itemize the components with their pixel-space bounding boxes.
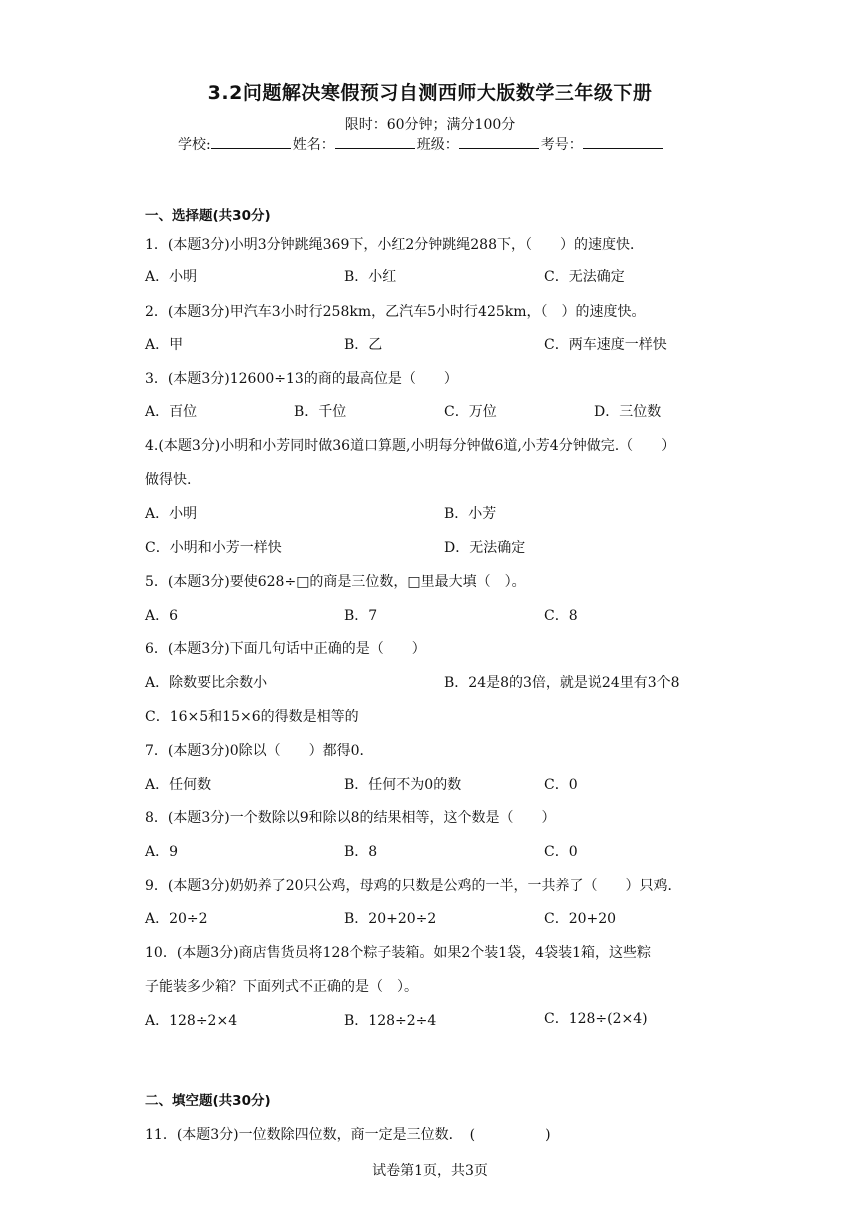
option-6a[interactable]: A．除数要比余数小 bbox=[145, 675, 268, 691]
question-4-continued: 做得快. bbox=[145, 472, 192, 488]
option-7c[interactable]: C．0 bbox=[544, 777, 578, 793]
question-9: 9．(本题3分)奶奶养了20只公鸡，母鸡的只数是公鸡的一半，一共养了（ ）只鸡． bbox=[145, 878, 682, 894]
option-3b[interactable]: B．千位 bbox=[294, 404, 347, 420]
option-7a[interactable]: A．任何数 bbox=[145, 777, 212, 793]
option-9c[interactable]: C．20+20 bbox=[544, 911, 617, 927]
question-2: 2．(本题3分)甲汽车3小时行258km，乙汽车5小时行425km，（ ）的速度快。 bbox=[145, 304, 646, 320]
option-4d[interactable]: D．无法确定 bbox=[444, 540, 526, 556]
option-8c[interactable]: C．0 bbox=[544, 844, 578, 860]
option-2c[interactable]: C．两车速度一样快 bbox=[544, 337, 667, 353]
question-10: 10．(本题3分)商店售货员将128个粽子装箱。如果2个装1袋，4袋装1箱，这些粽 bbox=[145, 945, 651, 961]
option-6b[interactable]: B．24是8的3倍，就是说24里有3个8 bbox=[444, 675, 680, 691]
exam-number-label: 考号： bbox=[540, 137, 583, 153]
option-10c[interactable]: C．128÷(2×4) bbox=[544, 1011, 648, 1027]
question-5: 5．(本题3分)要使628÷□的商是三位数，□里最大填（ ）。 bbox=[145, 574, 526, 590]
page-footer: 试卷第1页，共3页 bbox=[372, 1163, 488, 1179]
option-9a[interactable]: A．20÷2 bbox=[145, 911, 208, 927]
exam-number-blank[interactable] bbox=[583, 135, 663, 149]
question-11: 11．(本题3分)一位数除四位数，商一定是三位数． ( ) bbox=[145, 1127, 551, 1143]
school-label: 学校: bbox=[178, 137, 211, 153]
question-3: 3．(本题3分)12600÷13的商的最高位是（ ） bbox=[145, 371, 458, 387]
option-10b[interactable]: B．128÷2÷4 bbox=[344, 1013, 437, 1029]
option-5b[interactable]: B．7 bbox=[344, 608, 378, 624]
question-4: 4.(本题3分)小明和小芳同时做36道口算题,小明每分钟做6道,小芳4分钟做完.（ ） bbox=[145, 438, 676, 454]
option-7b[interactable]: B．任何不为0的数 bbox=[344, 777, 462, 793]
option-4c[interactable]: C．小明和小芳一样快 bbox=[145, 540, 282, 556]
class-label: 班级： bbox=[416, 137, 459, 153]
question-1: 1．(本题3分)小明3分钟跳绳369下，小红2分钟跳绳288下，（ ）的速度快． bbox=[145, 237, 644, 253]
option-9b[interactable]: B．20+20÷2 bbox=[344, 911, 437, 927]
section-title-fill: 二、填空题(共30分) bbox=[145, 1093, 271, 1109]
student-info-fields bbox=[178, 134, 665, 154]
option-6c[interactable]: C．16×5和15×6的得数是相等的 bbox=[145, 709, 359, 725]
option-1b[interactable]: B．小红 bbox=[344, 269, 397, 285]
option-5c[interactable]: C．8 bbox=[544, 608, 578, 624]
option-3a[interactable]: A．百位 bbox=[145, 404, 198, 420]
option-1a[interactable]: A．小明 bbox=[145, 269, 198, 285]
question-10-continued: 子能装多少箱？下面列式不正确的是（ ）。 bbox=[145, 979, 418, 995]
option-3d[interactable]: D．三位数 bbox=[594, 404, 662, 420]
page-title: 3.2问题解决寒假预习自测西师大版数学三年级下册 bbox=[207, 82, 653, 104]
class-blank[interactable] bbox=[459, 135, 539, 149]
option-5a[interactable]: A．6 bbox=[145, 608, 179, 624]
question-6: 6．(本题3分)下面几句话中正确的是（ ） bbox=[145, 641, 426, 657]
option-1c[interactable]: C．无法确定 bbox=[544, 269, 625, 285]
option-8b[interactable]: B．8 bbox=[344, 844, 378, 860]
name-label: 姓名： bbox=[292, 137, 335, 153]
option-8a[interactable]: A．9 bbox=[145, 844, 179, 860]
school-blank[interactable] bbox=[211, 135, 291, 149]
option-4a[interactable]: A．小明 bbox=[145, 506, 198, 522]
option-2b[interactable]: B．乙 bbox=[344, 337, 383, 353]
time-info: 限时：60分钟；满分100分 bbox=[344, 117, 516, 133]
option-10a[interactable]: A．128÷2×4 bbox=[145, 1013, 238, 1029]
option-4b[interactable]: B．小芳 bbox=[444, 506, 497, 522]
option-3c[interactable]: C．万位 bbox=[444, 404, 497, 420]
option-2a[interactable]: A．甲 bbox=[145, 337, 184, 353]
question-8: 8．(本题3分)一个数除以9和除以8的结果相等，这个数是（ ） bbox=[145, 810, 556, 826]
question-7: 7．(本题3分)0除以（ ）都得0． bbox=[145, 743, 374, 759]
name-blank[interactable] bbox=[335, 135, 415, 149]
section-title-choice: 一、选择题(共30分) bbox=[145, 208, 271, 224]
